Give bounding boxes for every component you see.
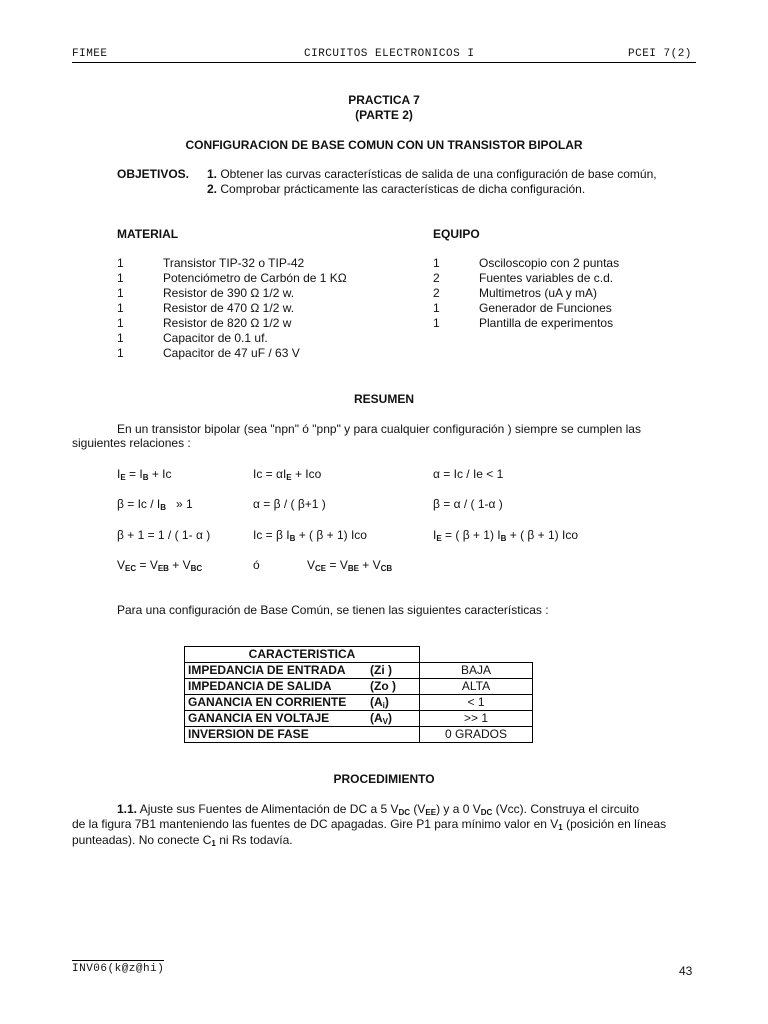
header-rule bbox=[72, 62, 696, 63]
resumen-intro-line-2: siguientes relaciones : bbox=[72, 436, 191, 450]
formula-beta-from-alpha: β = α / ( 1-α ) bbox=[433, 497, 503, 511]
characteristic-name: GANANCIA EN CORRIENTE bbox=[188, 695, 347, 709]
item-qty: 1 bbox=[117, 331, 124, 345]
characteristic-abbr: $(A_V)$ bbox=[370, 711, 393, 726]
list-item bbox=[117, 331, 347, 346]
item-qty: 1 bbox=[117, 271, 124, 285]
formula-beta: $\beta = Ic / I_B$ » 1 bbox=[117, 497, 193, 512]
procedure-step-text: Ajuste sus Fuentes de Alimentación de DC a 5 $V_{DC}$ $(V_{EE})$ y a 0 $V_{DC}$ (Vcc). Construya el circuito bbox=[137, 802, 640, 817]
list-item bbox=[433, 286, 619, 301]
characteristic-name: IMPEDANCIA DE SALIDA bbox=[188, 679, 332, 693]
item-qty: 1 bbox=[117, 286, 124, 300]
table-header-row bbox=[185, 647, 533, 663]
item-qty: 2 bbox=[433, 271, 440, 285]
objetivos-label: OBJETIVOS. bbox=[117, 167, 190, 181]
table-cell-value: >> 1 bbox=[420, 711, 533, 727]
practice-part: (PARTE 2) bbox=[355, 108, 413, 122]
procedure-step-number: 1.1. bbox=[117, 802, 138, 816]
objetivo-1-number: 1. bbox=[207, 167, 218, 181]
item-desc: Resistor de 820 Ω 1/2 w bbox=[163, 316, 292, 330]
list-item bbox=[117, 286, 347, 301]
equipo-list bbox=[433, 256, 619, 331]
item-qty: 1 bbox=[433, 316, 440, 330]
item-desc: Transistor TIP-32 o TIP-42 bbox=[163, 256, 305, 270]
item-desc: Resistor de 470 Ω 1/2 w. bbox=[163, 301, 295, 315]
item-qty: 2 bbox=[433, 286, 440, 300]
objetivo-2-text: Comprobar prácticamente las características de dicha configuración. bbox=[217, 182, 586, 196]
resumen-intro-line-1: En un transistor bipolar (sea "npn" ó "pnp" y para cualquier configuración ) siempre se cumplen las bbox=[117, 422, 641, 436]
table-cell-value: BAJA bbox=[420, 663, 533, 679]
objetivo-1 bbox=[207, 167, 657, 181]
characteristic-name: GANANCIA EN VOLTAJE bbox=[188, 711, 330, 725]
characteristic-abbr: $(A_i)$ bbox=[370, 695, 389, 710]
characteristic-abbr: (Zi ) bbox=[370, 663, 392, 677]
material-heading: MATERIAL bbox=[117, 227, 179, 241]
base-comun-intro: Para una configuración de Base Común, se tienen las siguientes características : bbox=[117, 603, 549, 617]
item-desc: Multimetros (uA y mA) bbox=[479, 286, 598, 300]
formula-ic-leakage: Ic = β $I_B$ + ( β + 1) Ico bbox=[253, 528, 367, 543]
resumen-heading: RESUMEN bbox=[353, 392, 414, 406]
item-qty: 1 bbox=[117, 316, 124, 330]
item-desc: Resistor de 390 Ω 1/2 w. bbox=[163, 286, 295, 300]
table-cell-name bbox=[185, 679, 420, 695]
table-cell-value: ALTA bbox=[420, 679, 533, 695]
table-cell-name bbox=[185, 711, 420, 727]
formula-collector-current: $Ic = \alpha I_E$ + Ico bbox=[253, 467, 322, 482]
list-item bbox=[433, 316, 619, 331]
formula-or: ó bbox=[253, 558, 260, 572]
table-cell-name bbox=[185, 727, 420, 743]
item-qty: 1 bbox=[433, 301, 440, 315]
item-desc: Fuentes variables de c.d. bbox=[479, 271, 614, 285]
practice-subtitle: CONFIGURACION DE BASE COMUN CON UN TRANSISTOR BIPOLAR bbox=[185, 138, 583, 152]
table-cell-name bbox=[185, 695, 420, 711]
list-item bbox=[117, 256, 347, 271]
procedure-step-1-line-2: de la figura 7B1 manteniendo las fuentes de DC apagadas. Gire P1 para mínimo valor en $V_1$ (posición en líneas bbox=[72, 817, 667, 832]
item-desc: Generador de Funciones bbox=[479, 301, 612, 315]
list-item bbox=[117, 271, 347, 286]
table-cell-value: < 1 bbox=[420, 695, 533, 711]
item-desc: Capacitor de 0.1 uf. bbox=[163, 331, 268, 345]
objetivo-2 bbox=[207, 182, 585, 196]
table-cell-name bbox=[185, 663, 420, 679]
formula-beta-plus-one: β + 1 = 1 / ( 1- α ) bbox=[117, 528, 211, 542]
list-item bbox=[433, 256, 619, 271]
material-list bbox=[117, 256, 347, 361]
header-center: CIRCUITOS ELECTRONICOS I bbox=[304, 48, 475, 60]
list-item bbox=[117, 316, 347, 331]
footer-left: INV06(k@z@hi) bbox=[72, 963, 165, 975]
characteristics-table bbox=[184, 646, 533, 743]
equipo-heading: EQUIPO bbox=[433, 227, 480, 241]
practice-title: PRACTICA 7 bbox=[348, 93, 420, 107]
table-row bbox=[185, 711, 533, 727]
formula-vec: $V_{EC} = V_{EB} + V_{BC}$ bbox=[117, 558, 203, 573]
table-row bbox=[185, 679, 533, 695]
page-number: 43 bbox=[679, 964, 693, 978]
item-desc: Plantilla de experimentos bbox=[479, 316, 614, 330]
formula-emitter-current: $I_E = I_B + Ic$ bbox=[117, 467, 172, 482]
item-qty: 1 bbox=[117, 256, 124, 270]
table-row bbox=[185, 727, 533, 743]
characteristic-name: IMPEDANCIA DE ENTRADA bbox=[188, 663, 346, 677]
table-row bbox=[185, 695, 533, 711]
list-item bbox=[433, 301, 619, 316]
list-item bbox=[117, 346, 347, 361]
footer-rule bbox=[72, 960, 164, 961]
table-cell-value: 0 GRADOS bbox=[420, 727, 533, 743]
table-header: CARACTERISTICA bbox=[185, 647, 420, 663]
table-header-blank bbox=[420, 647, 533, 663]
item-qty: 1 bbox=[117, 301, 124, 315]
formula-ie-leakage: $I_E$ = ( β + 1) $I_B$ + ( β + 1) Ico bbox=[433, 528, 578, 543]
list-item bbox=[117, 301, 347, 316]
objetivo-1-text: Obtener las curvas características de salida de una configuración de base común, bbox=[217, 167, 657, 181]
procedure-step-1-line-3: punteadas). No conecte $C_1$ ni Rs todavía. bbox=[72, 833, 293, 848]
item-qty: 1 bbox=[433, 256, 440, 270]
objetivo-2-number: 2. bbox=[207, 182, 218, 196]
item-desc: Potenciómetro de Carbón de 1 KΩ bbox=[163, 271, 347, 285]
characteristic-name: INVERSION DE FASE bbox=[188, 727, 309, 741]
header-right: PCEI 7(2) bbox=[628, 48, 692, 60]
table-row bbox=[185, 663, 533, 679]
list-item bbox=[433, 271, 619, 286]
header-left: FIMEE bbox=[72, 48, 108, 60]
characteristic-abbr: (Zo ) bbox=[370, 679, 396, 693]
procedimiento-heading: PROCEDIMIENTO bbox=[333, 772, 435, 786]
item-qty: 1 bbox=[117, 346, 124, 360]
formula-vce: $V_{CE} = V_{BE} + V_{CB}$ bbox=[307, 558, 393, 573]
item-desc: Capacitor de 47 uF / 63 V bbox=[163, 346, 300, 360]
formula-alpha-from-beta: α = β / ( β+1 ) bbox=[253, 497, 326, 511]
formula-alpha: α = Ic / Ie < 1 bbox=[433, 467, 504, 481]
item-desc: Osciloscopio con 2 puntas bbox=[479, 256, 620, 270]
